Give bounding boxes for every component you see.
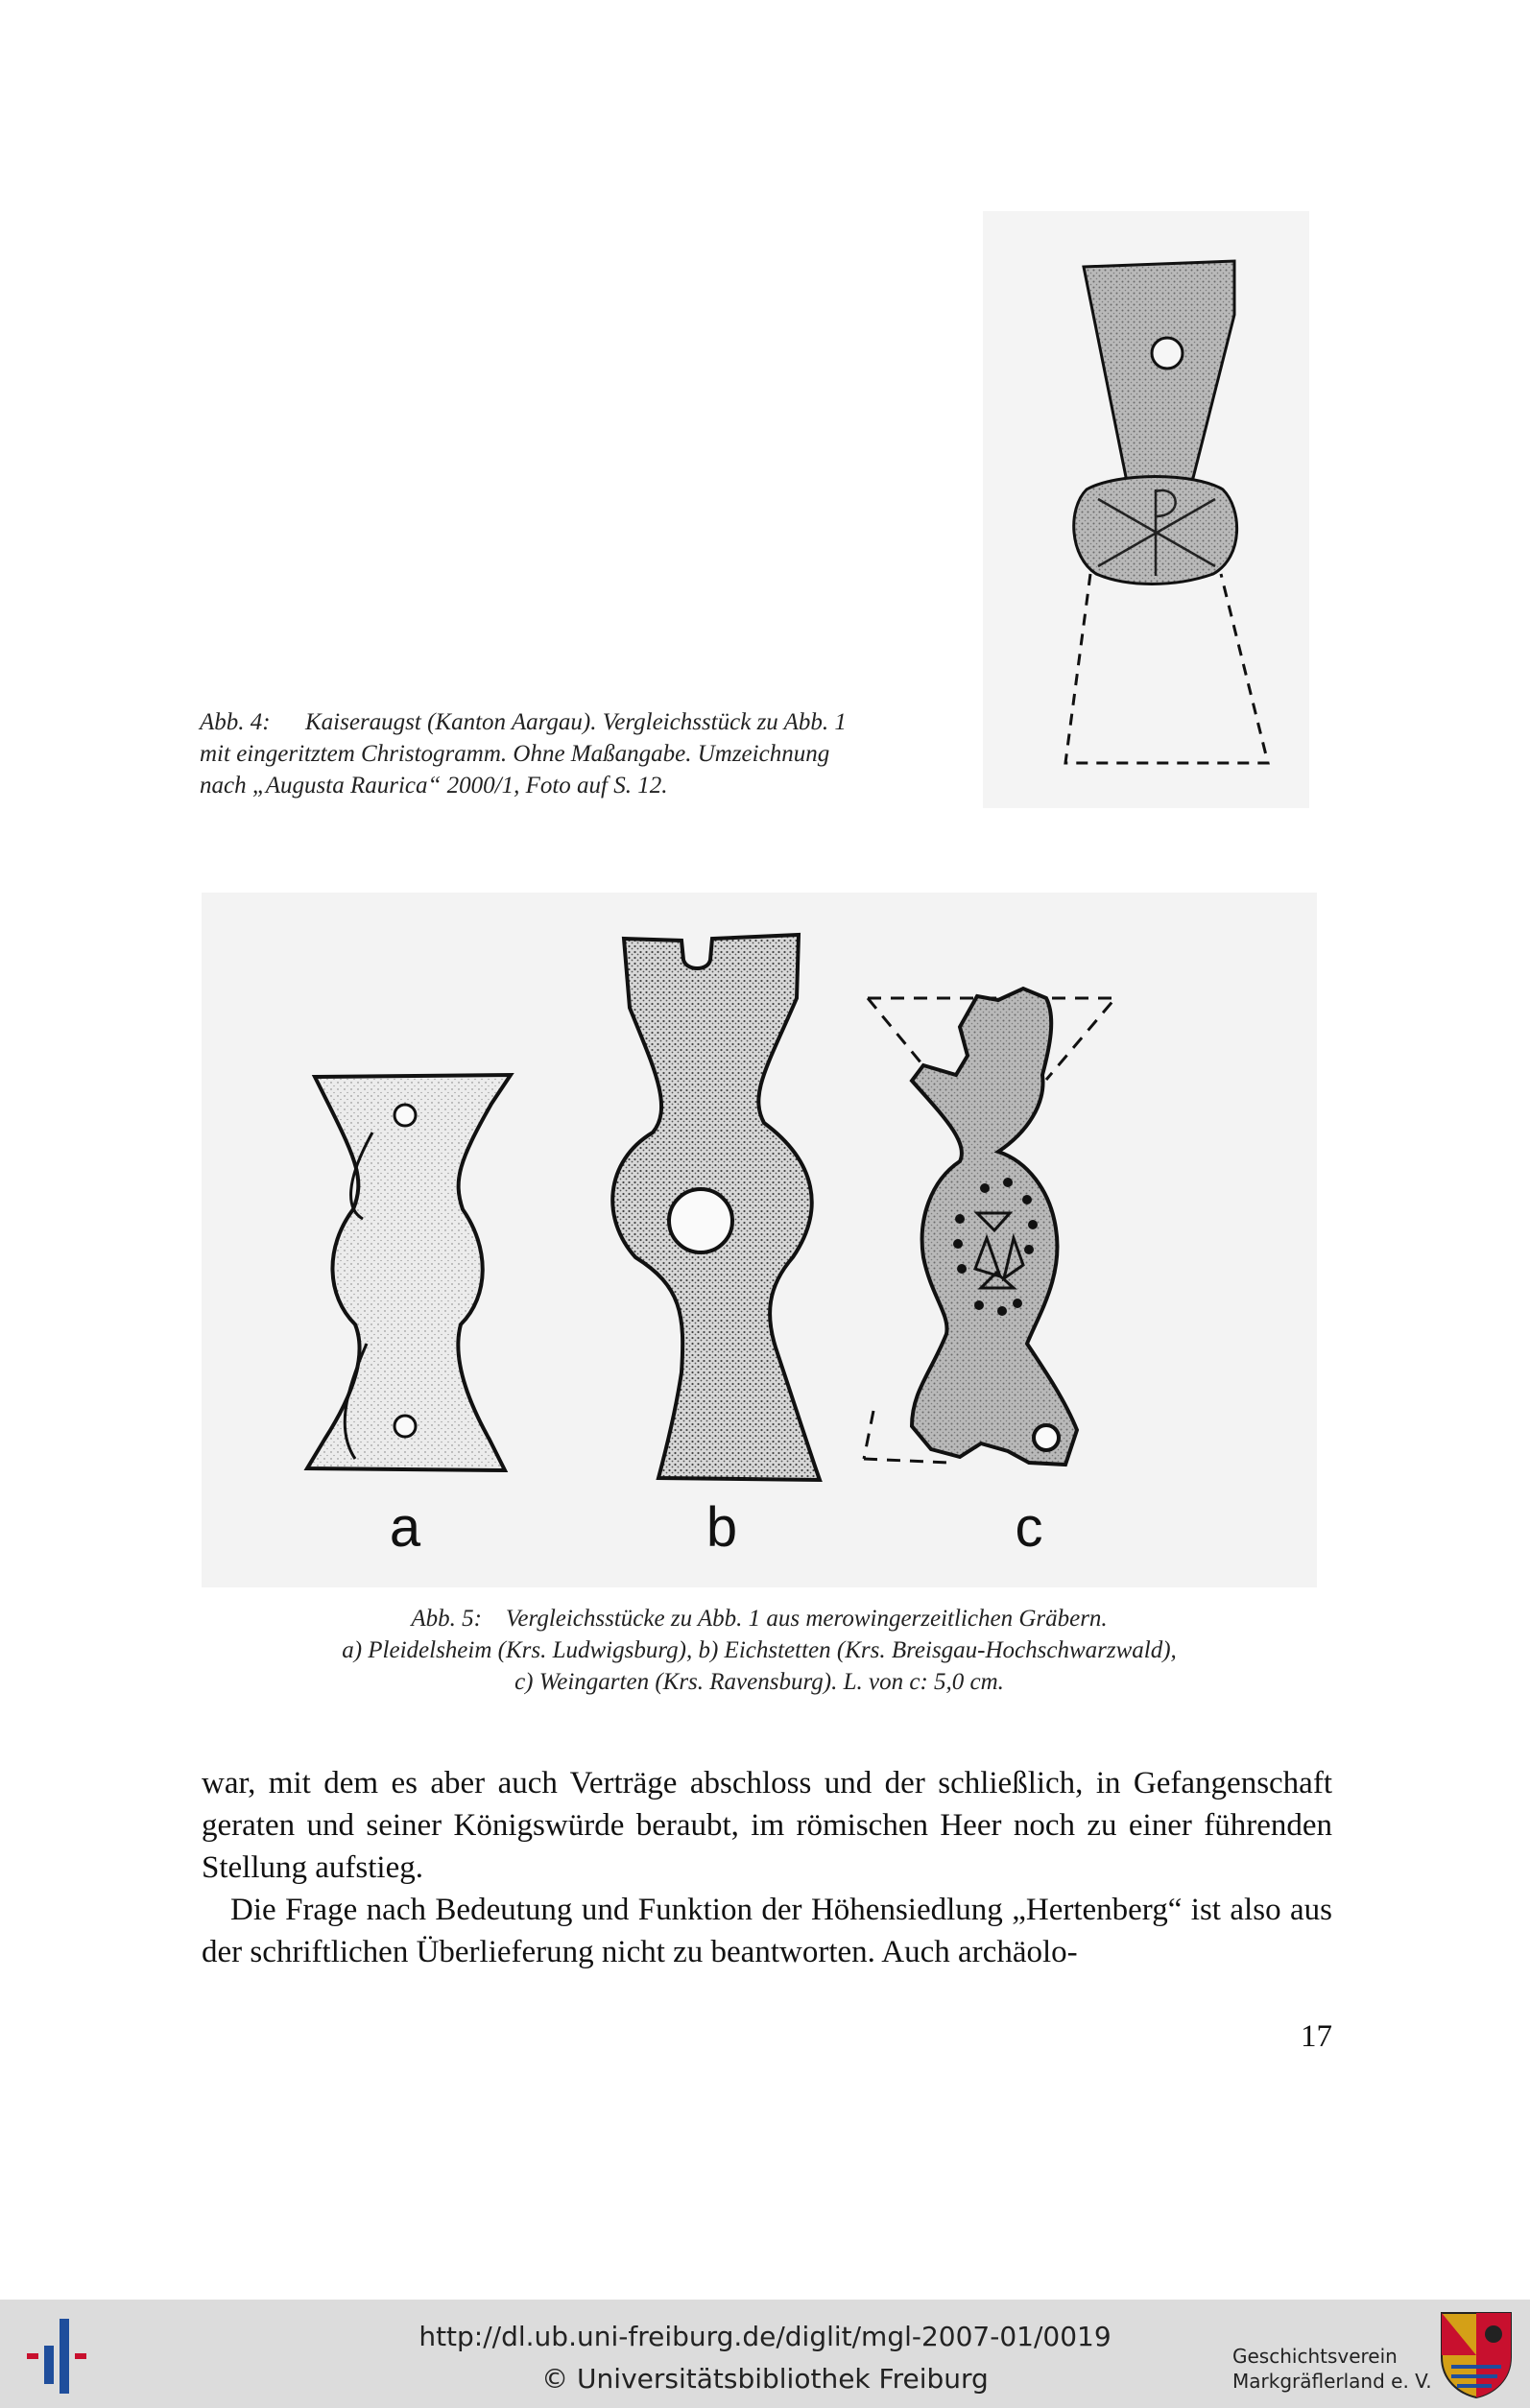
figure-5-caption-line: c) Weingarten (Krs. Ravensburg). L. von c: 5,0 cm. <box>514 1669 1004 1695</box>
figure-5-letter-c: c <box>1015 1496 1043 1559</box>
figure-4-caption-line: mit eingeritztem Christogramm. Ohne Maßangabe. Umzeichnung <box>200 741 830 767</box>
figure-4-drawing <box>983 211 1309 808</box>
figure-5-letter-b: b <box>705 1496 738 1559</box>
figure-4-caption-line: Kaiseraugst (Kanton Aargau). Vergleichsstück zu Abb. 1 <box>305 709 847 735</box>
coat-of-arms-icon <box>1438 2309 1515 2399</box>
body-text <box>202 1762 1332 1973</box>
figure-5-caption-line: a) Pleidelsheim (Krs. Ludwigsburg), b) Eichstetten (Krs. Breisgau-Hochschwarzwald), <box>342 1637 1177 1663</box>
footer-copyright: © Universitätsbibliothek Freiburg <box>541 2363 989 2395</box>
figure-5-drawing <box>202 893 1317 1587</box>
figure-5-letter-a: a <box>389 1496 421 1559</box>
object-b-drawing <box>612 935 820 1480</box>
body-paragraph: war, mit dem es aber auch Verträge abschloss und der schließlich, in Gefangenschaft geraten und seiner Königswürde beraubt, im römischen Heer noch zu einer führenden Stellung aufstieg. <box>202 1766 1332 1885</box>
figure-4-label: Abb. 4: <box>200 709 271 735</box>
page-number: 17 <box>1301 2019 1332 2054</box>
figure-5-label: Abb. 5: <box>411 1606 482 1632</box>
object-c-drawing <box>864 989 1115 1465</box>
footer-org-line: Markgräflerland e. V. <box>1232 2370 1432 2393</box>
footer-url-link[interactable]: http://dl.ub.uni-freiburg.de/diglit/mgl-2007-01/0019 <box>418 2321 1112 2352</box>
figure-5-caption-line: Vergleichsstücke zu Abb. 1 aus merowingerzeitlichen Gräbern. <box>505 1606 1108 1632</box>
figure-4-caption <box>200 706 958 801</box>
figure-5-image <box>202 893 1317 1587</box>
footer-bar <box>0 2300 1530 2408</box>
figure-4-caption-line: nach „Augusta Raurica“ 2000/1, Foto auf S. 12. <box>200 773 668 799</box>
body-paragraph: Die Frage nach Bedeutung und Funktion der Höhensiedlung „Hertenberg“ ist also aus der schriftlichen Überlieferung nicht zu beantworten. Auch archäolo- <box>202 1893 1332 1969</box>
footer-organization <box>1232 2344 1444 2394</box>
figure-5-caption <box>202 1603 1317 1698</box>
figure-4-image <box>983 211 1309 808</box>
footer-org-line: Geschichtsverein <box>1232 2345 1398 2368</box>
object-a-drawing <box>307 1075 511 1470</box>
